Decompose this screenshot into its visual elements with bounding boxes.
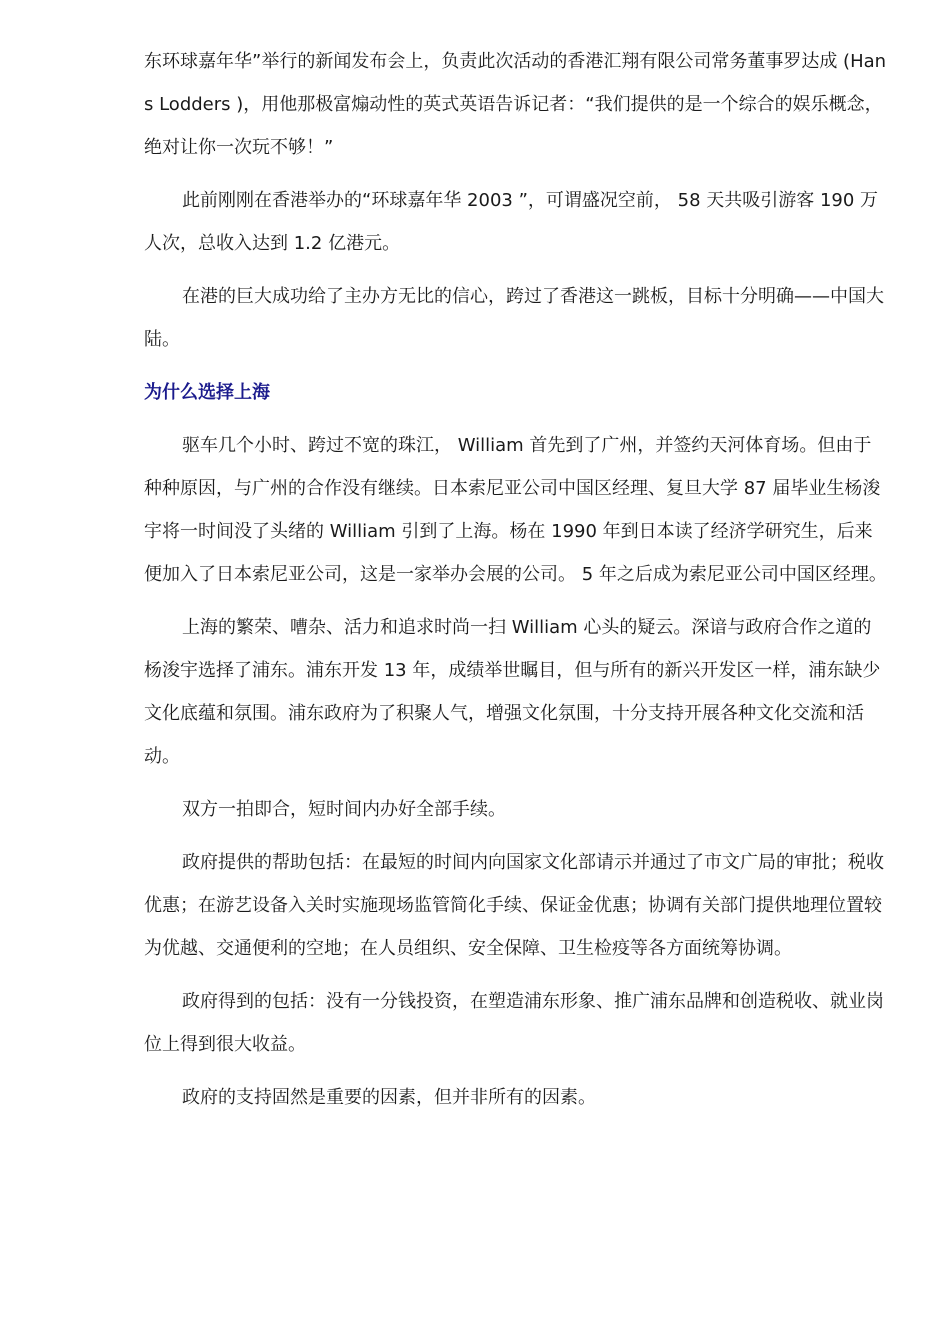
paragraph-government-gains: 政府得到的包括：没有一分钱投资，在塑造浦东形象、推广浦东品牌和创造税收、就业岗位上得到很大收益。 (144, 991, 884, 1055)
paragraph-target-mainland: 在港的巨大成功给了主办方无比的信心，跨过了香港这一跳板，目标十分明确——中国大陆。 (144, 286, 884, 350)
paragraph-government-help: 政府提供的帮助包括：在最短的时间内向国家文化部请示并通过了市文广局的审批；税收优惠；在游艺设备入关时实施现场监管简化手续、保证金优惠；协调有关部门提供地理位置较为优越、交通便利的空地；在人员组织、安全保障、卫生检疫等各方面统筹协调。 (144, 852, 884, 959)
document-page (144, 40, 889, 1129)
section-heading: 为什么选择上海 (144, 382, 270, 403)
paragraph-guangzhou-to-shanghai: 驱车几个小时、跨过不宽的珠江， William 首先到了广州，并签约天河体育场。但由于种种原因，与广州的合作没有继续。日本索尼亚公司中国区经理、复旦大学 87 届毕业生杨浚宇将一时间没了头绪的 William 引到了上海。杨在 1990 年到日本读了经济学研究生，后来便加入了日本索尼亚公司，这是一家举办会展的公司。 5 年之后成为索尼亚公司中国区经理。 (144, 435, 887, 585)
paragraph-press-conference: 东环球嘉年华”举行的新闻发布会上，负责此次活动的香港汇翔有限公司常务董事罗达成 (Hans Lodders )，用他那极富煽动性的英式英语告诉记者：“我们提供的是一个综合的娱乐概念，绝对让你一次玩不够！” (144, 51, 887, 158)
paragraph-hong-kong-results: 此前刚刚在香港举办的“环球嘉年华 2003 ”，可谓盛况空前， 58 天共吸引游客 190 万人次，总收入达到 1.2 亿港元。 (144, 190, 879, 254)
paragraph-conclusion: 政府的支持固然是重要的因素，但并非所有的因素。 (182, 1087, 596, 1108)
paragraph-agreement: 双方一拍即合，短时间内办好全部手续。 (182, 799, 506, 820)
paragraph-pudong-choice: 上海的繁荣、嘈杂、活力和追求时尚一扫 William 心头的疑云。深谙与政府合作之道的杨浚宇选择了浦东。浦东开发 13 年，成绩举世瞩目，但与所有的新兴开发区一样，浦东缺少文化底蕴和氛围。浦东政府为了积聚人气，增强文化氛围，十分支持开展各种文化交流和活动。 (144, 617, 881, 767)
